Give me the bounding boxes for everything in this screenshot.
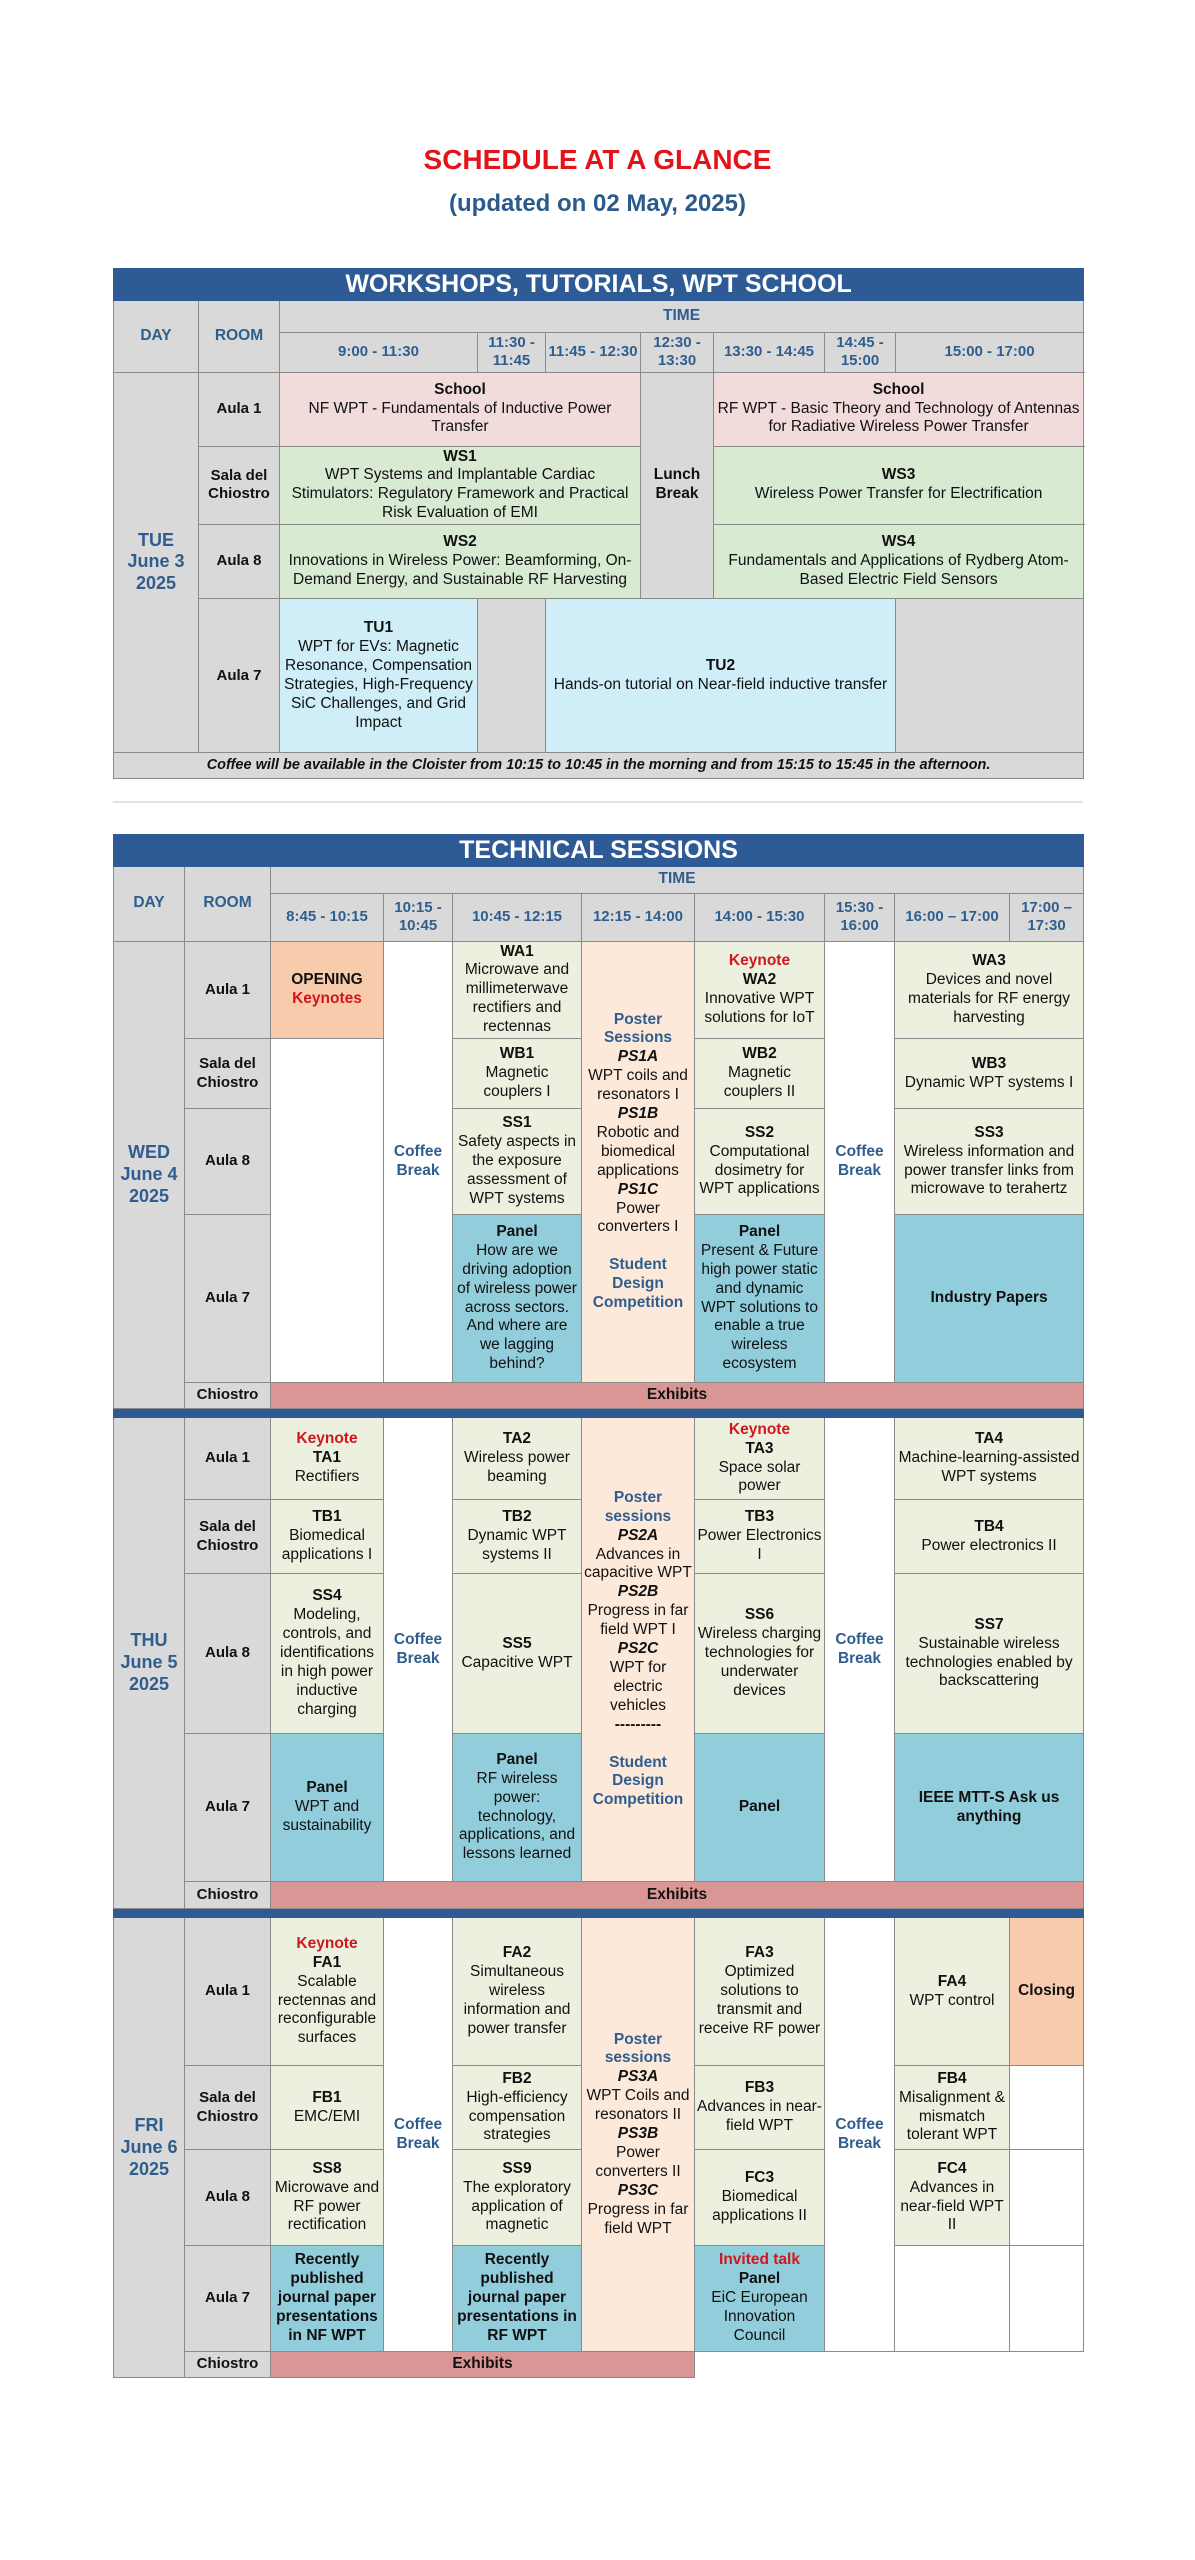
day-header: DAY: [114, 300, 199, 372]
room-cell: Aula 1: [199, 372, 280, 446]
session-closing: Closing: [1010, 1918, 1084, 2066]
session-ta2: TA2 Wireless power beaming: [453, 1418, 582, 1500]
empty-cell: [895, 2246, 1010, 2352]
empty-cell: [1010, 2150, 1084, 2246]
time-slot: 13:30 - 14:45: [714, 332, 825, 372]
session-ws1: WS1 WPT Systems and Implantable Cardiac Stimulators: Regulatory Framework and Practical Risk Evaluation of EMI: [280, 446, 641, 525]
poster-sessions-thu: Poster sessions PS2A Advances in capacitive WPT PS2B Progress in far field WPT I PS2C WPT for electric vehicles --------- Student Design Competition: [582, 1418, 695, 1882]
time-slot: 12:30 - 13:30: [641, 332, 714, 372]
session-fb4: FB4 Misalignment & mismatch tolerant WPT: [895, 2066, 1010, 2150]
coffee-break: Coffee Break: [825, 1418, 895, 1882]
panel-wed-2: Panel Present & Future high power static and dynamic WPT solutions to enable a true wireless ecosystem: [695, 1215, 825, 1383]
time-slot: 14:00 - 15:30: [695, 893, 825, 941]
session-ss6: SS6 Wireless charging technologies for underwater devices: [695, 1574, 825, 1734]
time-slot: 10:15 - 10:45: [384, 893, 453, 941]
room-cell: Aula 7: [199, 599, 280, 753]
session-ss7: SS7 Sustainable wireless technologies enabled by backscattering: [895, 1574, 1084, 1734]
time-slot: 8:45 - 10:15: [271, 893, 384, 941]
session-ss3: SS3 Wireless information and power transfer links from microwave to terahertz: [895, 1109, 1084, 1215]
room-cell: Sala del Chiostro: [185, 1500, 271, 1574]
coffee-break: Coffee Break: [384, 941, 453, 1383]
poster-sessions-wed: Poster Sessions PS1A WPT coils and resonators I PS1B Robotic and biomedical applications PS1C Power converters I Student Design Competition: [582, 941, 695, 1383]
exhibits-wed: Exhibits: [271, 1383, 1084, 1409]
room-cell: Aula 8: [185, 1109, 271, 1215]
workshops-table: [113, 268, 1084, 779]
session-wa3: WA3 Devices and novel materials for RF energy harvesting: [895, 941, 1084, 1039]
time-slot: 17:00 – 17:30: [1010, 893, 1084, 941]
coffee-note: Coffee will be available in the Cloister from 10:15 to 10:45 in the morning and from 15:15 to 15:45 in the afternoon.: [114, 753, 1084, 779]
room-header: ROOM: [185, 866, 271, 941]
page-title: SCHEDULE AT A GLANCE: [423, 144, 772, 175]
time-slot: 15:00 - 17:00: [896, 332, 1084, 372]
empty-cell: [1010, 2246, 1084, 2352]
room-cell: Sala del Chiostro: [185, 2066, 271, 2150]
session-fa4: FA4 WPT control: [895, 1918, 1010, 2066]
room-cell: Aula 7: [185, 2246, 271, 2352]
exhibits-thu: Exhibits: [271, 1882, 1084, 1909]
empty-cell: [1010, 2066, 1084, 2150]
technical-header: TECHNICAL SESSIONS: [114, 835, 1084, 867]
session-tu1: TU1 WPT for EVs: Magnetic Resonance, Compensation Strategies, High-Frequency SiC Challenges, and Grid Impact: [280, 599, 478, 753]
exhibits-fri: Exhibits: [271, 2352, 695, 2378]
time-slot: 9:00 - 11:30: [280, 332, 478, 372]
time-slot: 14:45 - 15:00: [825, 332, 896, 372]
time-slot: 11:45 - 12:30: [546, 332, 641, 372]
panel-thu-2: Panel RF wireless power: technology, applications, and lessons learned: [453, 1734, 582, 1882]
session-wa1: WA1 Microwave and millimeterwave rectifiers and rectennas: [453, 941, 582, 1039]
session-fc4: FC4 Advances in near-field WPT II: [895, 2150, 1010, 2246]
session-ieee-mtts: IEEE MTT-S Ask us anything: [895, 1734, 1084, 1882]
room-cell: Aula 1: [185, 1918, 271, 2066]
session-opening: OPENING Keynotes: [271, 941, 384, 1039]
room-cell: Chiostro: [185, 1882, 271, 1909]
time-header: TIME: [280, 300, 1084, 332]
day-cell-tue: TUE June 3 2025: [114, 372, 199, 753]
room-cell: Chiostro: [185, 1383, 271, 1409]
session-tb3: TB3 Power Electronics I: [695, 1500, 825, 1574]
session-ws4: WS4 Fundamentals and Applications of Rydberg Atom-Based Electric Field Sensors: [714, 525, 1084, 599]
session-ta3: Keynote TA3 Space solar power: [695, 1418, 825, 1500]
session-school-pm: School RF WPT - Basic Theory and Technology of Antennas for Radiative Wireless Power Transfer: [714, 372, 1084, 446]
panel-thu-1: Panel WPT and sustainability: [271, 1734, 384, 1882]
time-slot: 11:30 - 11:45: [478, 332, 546, 372]
session-wa2: Keynote WA2 Innovative WPT solutions for IoT: [695, 941, 825, 1039]
poster-sessions-fri: Poster sessions PS3A WPT Coils and resonators II PS3B Power converters II PS3C Progress in far field WPT: [582, 1918, 695, 2352]
session-ss2: SS2 Computational dosimetry for WPT applications: [695, 1109, 825, 1215]
session-ws2: WS2 Innovations in Wireless Power: Beamforming, On-Demand Energy, and Sustainable RF Harvesting: [280, 525, 641, 599]
session-tb4: TB4 Power electronics II: [895, 1500, 1084, 1574]
day-header: DAY: [114, 866, 185, 941]
day-separator: [114, 1409, 1084, 1418]
room-cell: Sala del Chiostro: [199, 446, 280, 525]
empty-cell: [695, 2352, 1084, 2378]
workshops-header: WORKSHOPS, TUTORIALS, WPT SCHOOL: [114, 269, 1084, 301]
time-slot: 16:00 – 17:00: [895, 893, 1010, 941]
coffee-break: Coffee Break: [384, 1418, 453, 1882]
session-industry-papers: Industry Papers: [895, 1215, 1084, 1383]
room-cell: Aula 1: [185, 1418, 271, 1500]
session-school-am: School NF WPT - Fundamentals of Inductive Power Transfer: [280, 372, 641, 446]
empty-cell: [271, 1039, 384, 1383]
page-subtitle: (updated on 02 May, 2025): [449, 190, 746, 217]
session-ws3: WS3 Wireless Power Transfer for Electrification: [714, 446, 1084, 525]
room-cell: Aula 8: [185, 1574, 271, 1734]
session-wb3: WB3 Dynamic WPT systems I: [895, 1039, 1084, 1109]
day-cell-wed: WED June 4 2025: [114, 941, 185, 1409]
session-recent-papers-rf: Recently published journal paper presentations in RF WPT: [453, 2246, 582, 2352]
session-fa3: FA3 Optimized solutions to transmit and receive RF power: [695, 1918, 825, 2066]
session-ss1: SS1 Safety aspects in the exposure assessment of WPT systems: [453, 1109, 582, 1215]
session-wb2: WB2 Magnetic couplers II: [695, 1039, 825, 1109]
time-slot: 15:30 - 16:00: [825, 893, 895, 941]
empty-cell: [896, 599, 1084, 753]
coffee-break: Coffee Break: [384, 1918, 453, 2352]
room-cell: Chiostro: [185, 2352, 271, 2378]
session-ta4: TA4 Machine-learning-assisted WPT systems: [895, 1418, 1084, 1500]
session-fb2: FB2 High-efficiency compensation strategies: [453, 2066, 582, 2150]
panel-fri: Invited talk Panel EiC European Innovation Council: [695, 2246, 825, 2352]
coffee-break: Coffee Break: [825, 941, 895, 1383]
session-fb1: FB1 EMC/EMI: [271, 2066, 384, 2150]
time-header: TIME: [271, 866, 1084, 893]
empty-cell: [478, 599, 546, 753]
room-cell: Aula 8: [185, 2150, 271, 2246]
room-header: ROOM: [199, 300, 280, 372]
session-tb2: TB2 Dynamic WPT systems II: [453, 1500, 582, 1574]
session-fc3: FC3 Biomedical applications II: [695, 2150, 825, 2246]
room-cell: Aula 7: [185, 1215, 271, 1383]
lunch-break: Lunch Break: [641, 372, 714, 599]
session-wb1: WB1 Magnetic couplers I: [453, 1039, 582, 1109]
session-ss4: SS4 Modeling, controls, and identifications in high power inductive charging: [271, 1574, 384, 1734]
session-tb1: TB1 Biomedical applications I: [271, 1500, 384, 1574]
day-cell-fri: FRI June 6 2025: [114, 1918, 185, 2378]
panel-wed-1: Panel How are we driving adoption of wireless power across sectors. And where are we lagging behind?: [453, 1215, 582, 1383]
room-cell: Aula 8: [199, 525, 280, 599]
time-slot: 10:45 - 12:15: [453, 893, 582, 941]
day-separator: [114, 1909, 1084, 1918]
time-slot: 12:15 - 14:00: [582, 893, 695, 941]
day-cell-thu: THU June 5 2025: [114, 1418, 185, 1909]
divider: [113, 801, 1083, 803]
session-ss8: SS8 Microwave and RF power rectification: [271, 2150, 384, 2246]
session-fb3: FB3 Advances in near-field WPT: [695, 2066, 825, 2150]
session-fa1: Keynote FA1 Scalable rectennas and reconfigurable surfaces: [271, 1918, 384, 2066]
session-ss9: SS9 The exploratory application of magnetic: [453, 2150, 582, 2246]
session-fa2: FA2 Simultaneous wireless information and power transfer: [453, 1918, 582, 2066]
coffee-break: Coffee Break: [825, 1918, 895, 2352]
session-recent-papers-nf: Recently published journal paper presentations in NF WPT: [271, 2246, 384, 2352]
room-cell: Sala del Chiostro: [185, 1039, 271, 1109]
session-tu2: TU2 Hands-on tutorial on Near-field inductive transfer: [546, 599, 896, 753]
session-ta1: Keynote TA1 Rectifiers: [271, 1418, 384, 1500]
panel-thu-3: Panel: [695, 1734, 825, 1882]
technical-sessions-table: [113, 834, 1084, 2378]
session-ss5: SS5 Capacitive WPT: [453, 1574, 582, 1734]
room-cell: Aula 1: [185, 941, 271, 1039]
room-cell: Aula 7: [185, 1734, 271, 1882]
